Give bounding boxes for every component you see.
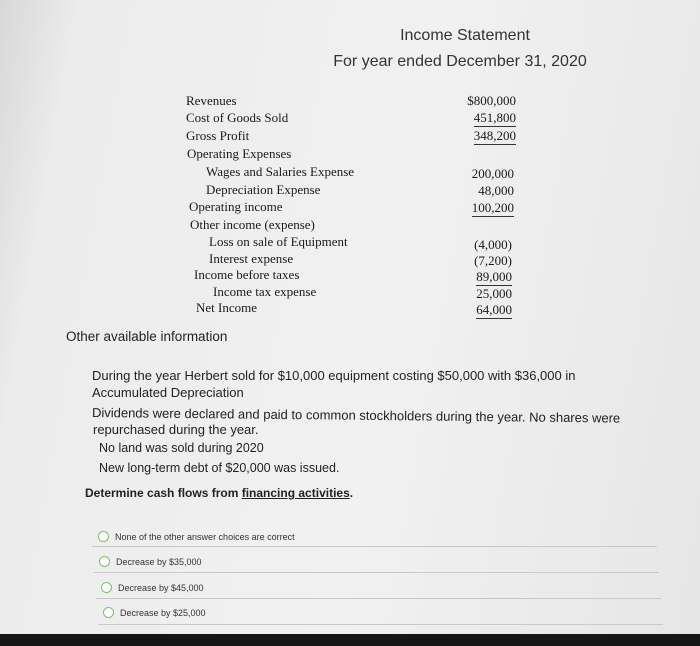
amount-wages: 200,000 bbox=[471, 166, 514, 181]
label-cogs: Cost of Goods Sold bbox=[186, 110, 289, 125]
label-revenues: Revenues bbox=[186, 93, 237, 108]
answer-option-2[interactable] bbox=[99, 556, 202, 567]
radio-button[interactable] bbox=[99, 556, 110, 567]
screen-bezel bbox=[0, 634, 700, 646]
amount-depreciation: 48,000 bbox=[478, 183, 514, 198]
info-line: Accumulated Depreciation bbox=[92, 385, 244, 400]
answer-option-1[interactable] bbox=[98, 531, 295, 542]
amount-tax: 25,000 bbox=[476, 286, 512, 301]
label-net-income: Net Income bbox=[196, 300, 258, 315]
radio-button[interactable] bbox=[98, 531, 109, 542]
label-other-income: Other income (expense) bbox=[190, 217, 315, 232]
label-depreciation: Depreciation Expense bbox=[206, 182, 321, 197]
info-line: Dividends were declared and paid to common stockholders during the year. No shares were bbox=[91, 405, 621, 426]
info-line: No land was sold during 2020 bbox=[99, 441, 264, 455]
amount-revenues: $800,000 bbox=[467, 93, 516, 108]
label-loss-sale: Loss on sale of Equipment bbox=[209, 234, 348, 249]
radio-button[interactable] bbox=[103, 607, 114, 618]
option-divider bbox=[96, 598, 661, 599]
option-label: None of the other answer choices are correct bbox=[115, 531, 295, 542]
question-prefix: Determine cash flows from bbox=[85, 486, 242, 500]
label-wages: Wages and Salaries Expense bbox=[206, 164, 355, 179]
option-label: Decrease by $35,000 bbox=[116, 556, 202, 567]
option-divider bbox=[94, 572, 659, 573]
amount-interest: (7,200) bbox=[474, 253, 512, 268]
option-divider bbox=[98, 624, 663, 625]
answer-option-3[interactable] bbox=[101, 582, 204, 593]
info-line: New long-term debt of $20,000 was issued. bbox=[99, 461, 340, 475]
info-line: repurchased during the year. bbox=[93, 422, 259, 437]
amount-operating-income: 100,200 bbox=[471, 200, 514, 215]
amount-net-income: 64,000 bbox=[476, 302, 512, 317]
amount-cogs: 451,800 bbox=[473, 110, 516, 125]
label-operating-income: Operating income bbox=[189, 199, 283, 214]
label-interest: Interest expense bbox=[209, 251, 294, 266]
amount-loss-sale: (4,000) bbox=[474, 237, 512, 252]
answer-option-4[interactable] bbox=[103, 607, 206, 618]
radio-button[interactable] bbox=[101, 582, 112, 593]
option-label: Decrease by $25,000 bbox=[120, 607, 206, 618]
info-heading: Other available information bbox=[66, 329, 228, 344]
option-label: Decrease by $45,000 bbox=[118, 582, 204, 593]
question-link[interactable]: financing activities bbox=[241, 486, 350, 500]
statement-title: Income Statement bbox=[400, 27, 530, 44]
amount-gross-profit: 348,200 bbox=[473, 128, 516, 143]
info-line: During the year Herbert sold for $10,000 equipment costing $50,000 with $36,000 in bbox=[92, 368, 576, 383]
statement-period: For year ended December 31, 2020 bbox=[333, 53, 587, 70]
question-suffix: . bbox=[349, 486, 354, 500]
label-gross-profit: Gross Profit bbox=[186, 128, 250, 143]
option-divider bbox=[92, 546, 657, 547]
label-income-before-taxes: Income before taxes bbox=[194, 267, 300, 282]
amount-income-before-taxes: 89,000 bbox=[476, 269, 512, 284]
label-tax: Income tax expense bbox=[213, 284, 317, 299]
question bbox=[85, 486, 353, 500]
label-operating-expenses: Operating Expenses bbox=[187, 146, 292, 161]
